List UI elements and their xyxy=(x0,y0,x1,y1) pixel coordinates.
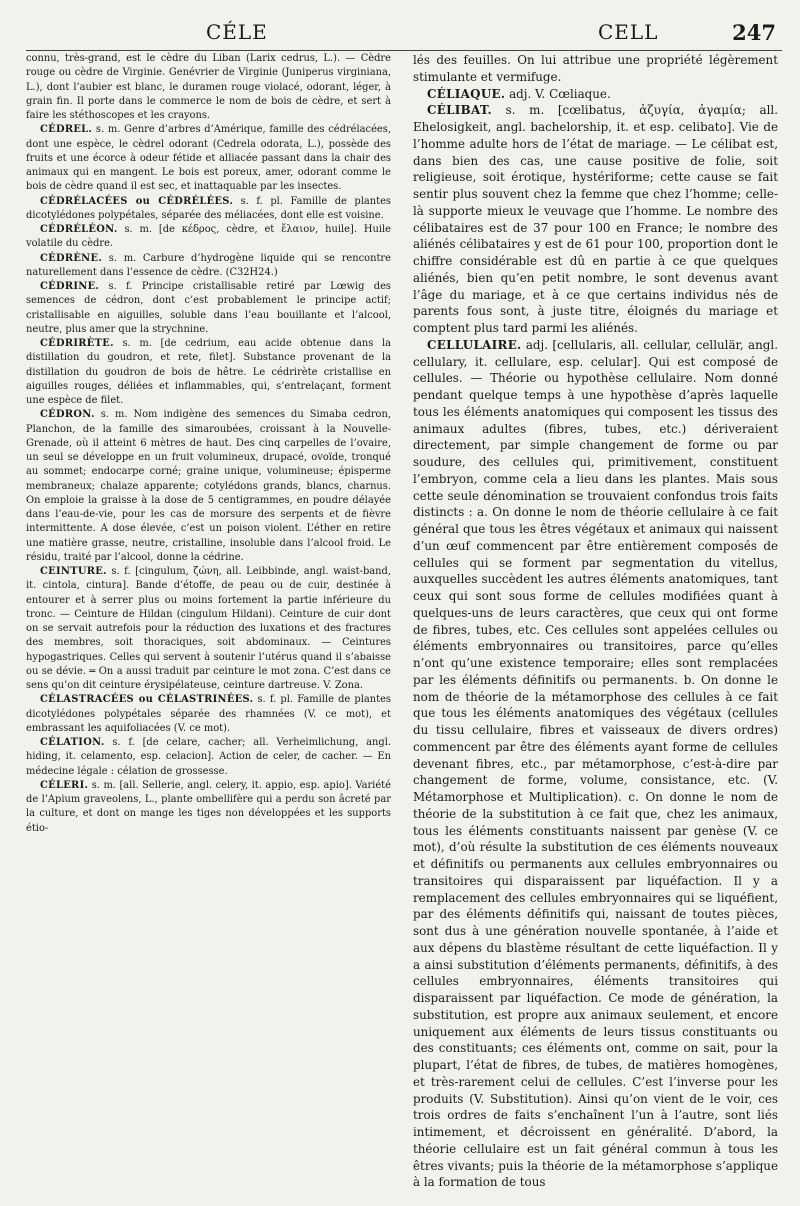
entry-celeri: CÉLERI. s. m. [all. Sellerie, angl. celery, it. appio, esp. apio]. Variété de l’Apium graveolens, L., plante ombellifère qui a perdu son âcreté par la culture, et dont on mange les tiges non développées et les supports étio- xyxy=(26,779,391,834)
entry-cedrene: CÉDRÈNE. s. m. Carbure d’hydrogène liquide qui se rencontre naturellement dans l’essence de cèdre. (C32H24.) xyxy=(26,252,391,278)
entry-cellulaire: CELLULAIRE. adj. [cellularis, all. cellular, cellulär, angl. cellulary, it. cellulare, esp. celular]. Qui est composé de cellules. — Théorie ou hypothèse cellulaire. Nom donné pendant quelque temps à une hypothèse d’après laquelle tous les éléments anatomiques qui composent les tissus des animaux adultes (fibres, tubes, etc.) dériveraient directement, par simple changement de forme ou par soudure, des cellules qui, primitivement, constituent l’embryon, comme cela a lieu dans les plantes. Mais sous cette seule dénomination se trouvaient confondus trois faits distincts : a. On donne le nom de théorie cellulaire à ce fait général que tous les êtres végétaux et animaux qui naissent d’un œuf commencent par être entièrement composés de cellules qui se forment par segmentation du vitellus, auxquelles succèdent les autres éléments anatomiques, tant ceux qui sont sous forme de cellules modifiées quant à quelques-uns de leurs caractères, que ceux qui ont forme de fibres, tubes, etc. Ces cellules sont appelées cellules ou éléments embryonnaires ou transitoires, parce qu’elles n’ont qu’une existence temporaire; elles sont remplacées par les éléments définitifs ou permanents. b. On donne le nom de théorie de la métamorphose des cellules à ce fait que tous les éléments anatomiques des végétaux (cellules du tissu cellulaire, fibres et vaisseaux de divers ordres) commencent par être des éléments ayant forme de cellules devenant fibres, etc., par métamorphose, c’est-à-dire par changement de forme, volume, consistance, etc. (V. Métamorphose et Multiplication). c. On donne le nom de théorie de la substitution à ce fait que, chez les animaux, tous les éléments constituants naissent par genèse (V. ce mot), d’où résulte la substitution de ces éléments nouveaux et définitifs ou permanents aux cellules embryonnaires ou transitoires qui disparaissent par liquéfaction. Il y a remplacement des cellules embryonnaires qui se liquéfient, par des éléments définitifs qui, naissant de toutes pièces, sont dus à une génération nouvelle spontanée, à l’aide et aux dépens du blastème résultant de cette liquéfaction. Il y a ainsi substitution d’éléments permanents, définitifs, à des cellules embryonnaires, éléments transitoires qui disparaissent par liquéfaction. Ce mode de génération, la substitution, est propre aux animaux seulement, et encore uniquement aux éléments de leurs tissus constituants ou des constituants; ces éléments ont, comme on sait, pour la plupart, l’état de fibres, de tubes, de matières homogènes, et très-rarement celui de cellules. C’est l’inverse pour les produits (V. Substitution). Ainsi qu’on vient de le voir, ces trois ordres de faits s’enchaînent l’un à l’autre, sont liés intimement, et décroissent en généralité. D’abord, la théorie cellulaire est un fait général commun à tous les êtres vivants; puis la théorie de la métamorphose s’applique à la formation de tous xyxy=(413,337,778,1190)
entry-continuation: lés des feuilles. On lui attribue une propriété légèrement stimulante et vermifuge. xyxy=(413,53,778,84)
entry-cedrelacees: CÉDRÉLACÉES ou CÉDRÉLÉES. s. f. pl. Famille de plantes dicotylédones polypétales, séparée des méliacées, dont elle est voisine. xyxy=(26,195,391,221)
entry-cedron: CÉDRON. s. m. Nom indigène des semences du Simaba cedron, Planchon, de la famille des simaroubées, croissant à la Nouvelle-Grenade, où il atteint 6 mètres de haut. Des cinq carpelles de l’ovaire, un seul se développe en un fruit volumineux, drupacé, ovoïde, tronqué au sommet; endocarpe corné; graine unique, volumineuse; épisperme membraneux; chalaze apparente; cotylédons grands, blancs, charnus. On emploie la graisse à la dose de 5 centigrammes, en poudre délayée dans l’eau-de-vie, pour les cas de morsure des serpents et de fièvre intermittente. A dose élevée, c’est un poison violent. L’éther en retire une matière grasse, neutre, cristalline, insoluble dans l’alcool froid. Le résidu, traité par l’alcool, donne la cédrine. xyxy=(26,409,391,563)
entry-celation: CÉLATION. s. f. [de celare, cacher; all. Verheimlichung, angl. hiding, it. celamento, esp. celacion]. Action de celer, de cacher. — En médecine légale : célation de grossesse. xyxy=(26,737,391,777)
right-guide-word: CELL xyxy=(598,20,659,44)
entry-ceinture: CEINTURE. s. f. [cingulum, ζώνη, all. Leibbinde, angl. waist-band, it. cintola, cintura]. Bande d’étoffe, de peau ou de cuir, destinée à entourer et à serrer plus ou moins fortement la partie inférieure du tronc. — Ceinture de Hildan (cingulum Hildani). Ceinture de cuir dont on se servait autrefois pour la réduction des luxations et des fractures des membres, soit thoraciques, soit abdominaux. — Ceintures hypogastriques. Celles qui servent à soutenir l’utérus quand il s’abaisse ou se dévie. ═ On a aussi traduit par ceinture le mot zona. C’est dans ce sens qu’on dit ceinture érysipélateuse, ceinture dartreuse. V. Zona. xyxy=(26,566,391,691)
entry-celiaque: CÉLIAQUE. adj. V. Cœliaque. xyxy=(427,86,611,101)
entry-cedreleon: CÉDRÉLÉON. s. m. [de κέδρος, cèdre, et ἔλαιον, huile]. Huile volatile du cèdre. xyxy=(26,224,391,250)
entry-celibat: CÉLIBAT. s. m. [cœlibatus, ἀζυγία, ἀγαμία; all. Ehelosigkeit, angl. bachelorship, it. et esp. celibato]. Vie de l’homme adulte hors de l’état de mariage. — Le célibat est, dans bien des cas, une cause positive de folie, soit religieuse, soit érotique, hystériforme; cette cause se fait sentir plus souvent chez la femme que chez l’homme; celle-là supporte mieux le veuvage que l’homme. Le nombre des célibataires est de 37 pour 100 en France; le nombre des aliénés célibataires y est de 61 pour 100, proportion dont le chiffre considérable est dû en partie à ce que quelques aliénés, bien qu’en petit nombre, le sont devenus avant l’âge du mariage, et à ce que certains individus nés de parents fous sont, à juste titre, éloignés du mariage et comptent plus tard parmi les aliénés. xyxy=(413,103,778,335)
entry-continuation: connu, très-grand, est le cèdre du Liban (Larix cedrus, L.). — Cèdre rouge ou cèdre de Virginie. Genévrier de Virginie (Juniperus virginiana, L.), dont l’aubier est blanc, le duramen rouge violacé, odorant, léger, à grain fin. Il porte dans le commerce le nom de bois de cèdre, et sert à faire les stéthoscopes et les crayons. xyxy=(26,53,391,121)
entry-cedrel: CÉDREL. s. m. Genre d’arbres d’Amérique, famille des cédrélacées, dont une espèce, le cèdrel odorant (Cedrela odorata, L.), possède des fruits et une écorce à odeur fétide et alliacée passant dans la chair des animaux qui en mangent. Le bois est poreux, amer, odorant comme le bois de cèdre quand il est sec, et inattaquable par les insectes. xyxy=(26,124,391,193)
entry-celastracees: CÉLASTRACÉES ou CÉLASTRINÉES. s. f. pl. Famille de plantes dicotylédones polypétales séparée des rhamnées (V. ce mot), et embrassant les aquifoliacées (V. ce mot). xyxy=(26,694,392,734)
left-guide-word: CÉLE xyxy=(206,20,268,44)
page-header xyxy=(26,0,782,51)
page-number: 247 xyxy=(732,20,776,45)
left-column xyxy=(26,52,391,1191)
entry-cedrirete: CÉDRIRÈTE. s. m. [de cedrium, eau acide obtenue dans la distillation du goudron, et rete, filet]. Substance provenant de la distillation du goudron de bois de hêtre. Le cédrirète cristallise en aiguilles rouges, déliées et inflammables, qui, s’entrelaçant, forment une espèce de filet. xyxy=(26,338,391,406)
entry-cedrine: CÉDRINE. s. f. Principe cristallisable retiré par Lœwig des semences de cédron, dont c’est probablement le principe actif; cristallisable en aiguilles, soluble dans l’eau bouillante et l’alcool, neutre, plus amer que la strychnine. xyxy=(26,281,391,335)
right-column xyxy=(413,52,778,1191)
text-columns xyxy=(26,52,782,1191)
